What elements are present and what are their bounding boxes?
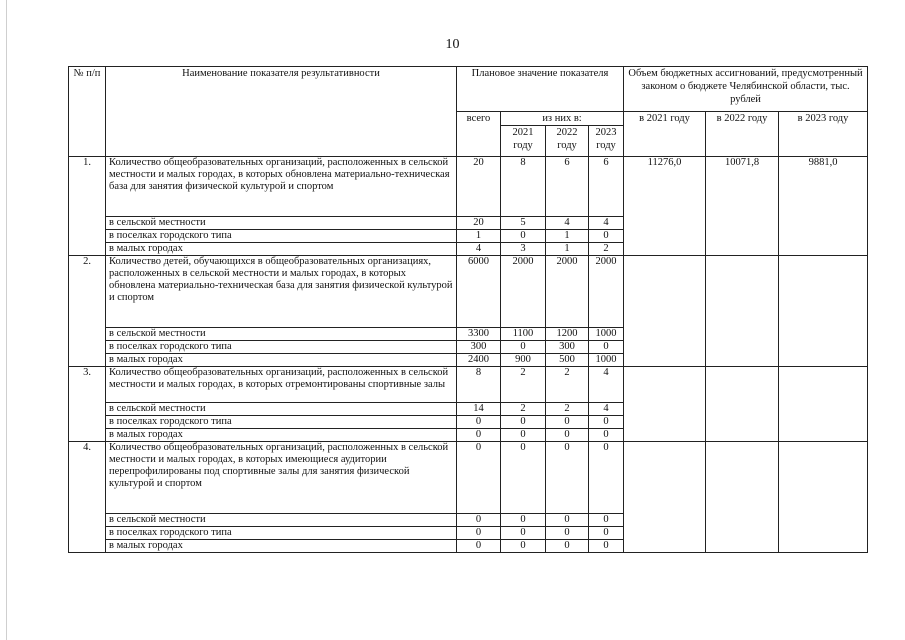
sub-value-v2021: 5 (501, 217, 546, 230)
sub-value-v2021: 0 (501, 527, 546, 540)
subindicator-name: в малых городах (106, 429, 457, 442)
header-budget-2021: в 2021 году (624, 112, 706, 157)
sub-value-v2021: 0 (501, 230, 546, 243)
plan-value-v2023: 6 (589, 157, 624, 217)
sub-value-v2023: 4 (589, 403, 624, 416)
sub-value-v2023: 2 (589, 243, 624, 256)
sub-value-total: 4 (457, 243, 501, 256)
sub-value-total: 20 (457, 217, 501, 230)
header-num: № п/п (69, 67, 106, 157)
header-year-2022: 2022 году (546, 126, 589, 157)
sub-value-v2022: 1200 (546, 328, 589, 341)
row-number: 3. (69, 367, 106, 442)
sub-value-v2021: 0 (501, 416, 546, 429)
sub-value-v2021: 900 (501, 354, 546, 367)
subindicator-name: в малых городах (106, 540, 457, 553)
sub-value-v2022: 500 (546, 354, 589, 367)
sub-value-total: 2400 (457, 354, 501, 367)
plan-value-total: 0 (457, 442, 501, 514)
sub-value-v2023: 1000 (589, 354, 624, 367)
sub-value-v2021: 3 (501, 243, 546, 256)
sub-value-v2022: 0 (546, 527, 589, 540)
budget-value-b2021: 11276,0 (624, 157, 706, 256)
sub-value-v2022: 0 (546, 416, 589, 429)
budget-value-b2022 (706, 367, 779, 442)
budget-value-b2023 (779, 442, 868, 553)
sub-value-total: 300 (457, 341, 501, 354)
subindicator-name: в малых городах (106, 243, 457, 256)
plan-value-total: 20 (457, 157, 501, 217)
sub-value-v2023: 0 (589, 341, 624, 354)
plan-value-v2022: 6 (546, 157, 589, 217)
plan-value-v2023: 2000 (589, 256, 624, 328)
indicator-row (69, 256, 868, 328)
sub-value-v2023: 0 (589, 514, 624, 527)
budget-value-b2021 (624, 367, 706, 442)
plan-value-v2021: 2000 (501, 256, 546, 328)
row-number: 4. (69, 442, 106, 553)
sub-value-v2021: 0 (501, 429, 546, 442)
sub-value-v2023: 4 (589, 217, 624, 230)
subindicator-name: в малых городах (106, 354, 457, 367)
subindicator-name: в поселках городского типа (106, 341, 457, 354)
plan-value-v2021: 0 (501, 442, 546, 514)
sub-value-total: 0 (457, 540, 501, 553)
plan-value-total: 8 (457, 367, 501, 403)
sub-value-v2023: 0 (589, 429, 624, 442)
table-body (69, 157, 868, 553)
sub-value-total: 3300 (457, 328, 501, 341)
header-budget-2022: в 2022 году (706, 112, 779, 157)
sub-value-v2021: 1100 (501, 328, 546, 341)
header-year-2023: 2023 году (589, 126, 624, 157)
sub-value-v2022: 0 (546, 540, 589, 553)
sub-value-v2023: 0 (589, 527, 624, 540)
sub-value-v2023: 0 (589, 230, 624, 243)
budget-value-b2022 (706, 442, 779, 553)
plan-value-v2022: 2 (546, 367, 589, 403)
sub-value-total: 0 (457, 416, 501, 429)
indicator-row (69, 157, 868, 217)
sub-value-v2022: 1 (546, 243, 589, 256)
sub-value-total: 1 (457, 230, 501, 243)
sub-value-total: 0 (457, 527, 501, 540)
row-number: 1. (69, 157, 106, 256)
budget-value-b2023: 9881,0 (779, 157, 868, 256)
subindicator-name: в поселках городского типа (106, 527, 457, 540)
indicator-name: Количество общеобразовательных организаций, расположенных в сельской местности и малых городах, в которых отремонтированы спортивные залы (106, 367, 457, 403)
sub-value-v2021: 0 (501, 540, 546, 553)
header-budget-2023: в 2023 году (779, 112, 868, 157)
sub-value-v2022: 2 (546, 403, 589, 416)
header-total: всего (457, 112, 501, 157)
sub-value-total: 0 (457, 514, 501, 527)
budget-value-b2021 (624, 442, 706, 553)
subindicator-name: в поселках городского типа (106, 416, 457, 429)
row-number: 2. (69, 256, 106, 367)
plan-value-v2021: 2 (501, 367, 546, 403)
sub-value-v2021: 0 (501, 341, 546, 354)
sub-value-v2022: 300 (546, 341, 589, 354)
sub-value-v2022: 0 (546, 514, 589, 527)
budget-value-b2023 (779, 367, 868, 442)
sub-value-v2023: 0 (589, 540, 624, 553)
sub-value-v2021: 2 (501, 403, 546, 416)
plan-value-v2023: 0 (589, 442, 624, 514)
budget-value-b2023 (779, 256, 868, 367)
plan-value-v2021: 8 (501, 157, 546, 217)
sub-value-total: 14 (457, 403, 501, 416)
header-plan: Плановое значение показателя (457, 67, 624, 112)
sub-value-total: 0 (457, 429, 501, 442)
plan-value-v2022: 2000 (546, 256, 589, 328)
subindicator-name: в сельской местности (106, 403, 457, 416)
plan-value-total: 6000 (457, 256, 501, 328)
subindicator-name: в сельской местности (106, 514, 457, 527)
sub-value-v2022: 0 (546, 429, 589, 442)
header-of-them: из них в: (501, 112, 624, 126)
indicator-name: Количество общеобразовательных организаций, расположенных в сельской местности и малых городах, в которых обновлена материально-техническая база для занятия физической культурой и спортом (106, 157, 457, 217)
results-table (68, 66, 868, 553)
plan-value-v2023: 4 (589, 367, 624, 403)
budget-value-b2022 (706, 256, 779, 367)
sub-value-v2021: 0 (501, 514, 546, 527)
subindicator-name: в сельской местности (106, 217, 457, 230)
header-budget: Объем бюджетных ассигнований, предусмотренный законом о бюджете Челябинской области, тыс. рублей (624, 67, 868, 112)
budget-value-b2021 (624, 256, 706, 367)
indicator-name: Количество общеобразовательных организаций, расположенных в сельской местности и малых городах, в которых имеющиеся аудитории перепрофилированы под спортивные залы для занятия физической культурой и спортом (106, 442, 457, 514)
sub-value-v2023: 1000 (589, 328, 624, 341)
indicator-row (69, 367, 868, 403)
plan-value-v2022: 0 (546, 442, 589, 514)
subindicator-name: в сельской местности (106, 328, 457, 341)
page-number: 10 (445, 37, 460, 52)
indicator-row (69, 442, 868, 514)
header-year-2021: 2021 году (501, 126, 546, 157)
budget-value-b2022: 10071,8 (706, 157, 779, 256)
subindicator-name: в поселках городского типа (106, 230, 457, 243)
sub-value-v2022: 4 (546, 217, 589, 230)
header-name: Наименование показателя результативности (106, 67, 457, 157)
sub-value-v2023: 0 (589, 416, 624, 429)
indicator-name: Количество детей, обучающихся в общеобразовательных организациях, расположенных в сельской местности и малых городах, в которых обновлена материально-техническая база для занятия физической культурой и спортом (106, 256, 457, 328)
sub-value-v2022: 1 (546, 230, 589, 243)
page-edge-line (6, 0, 7, 640)
